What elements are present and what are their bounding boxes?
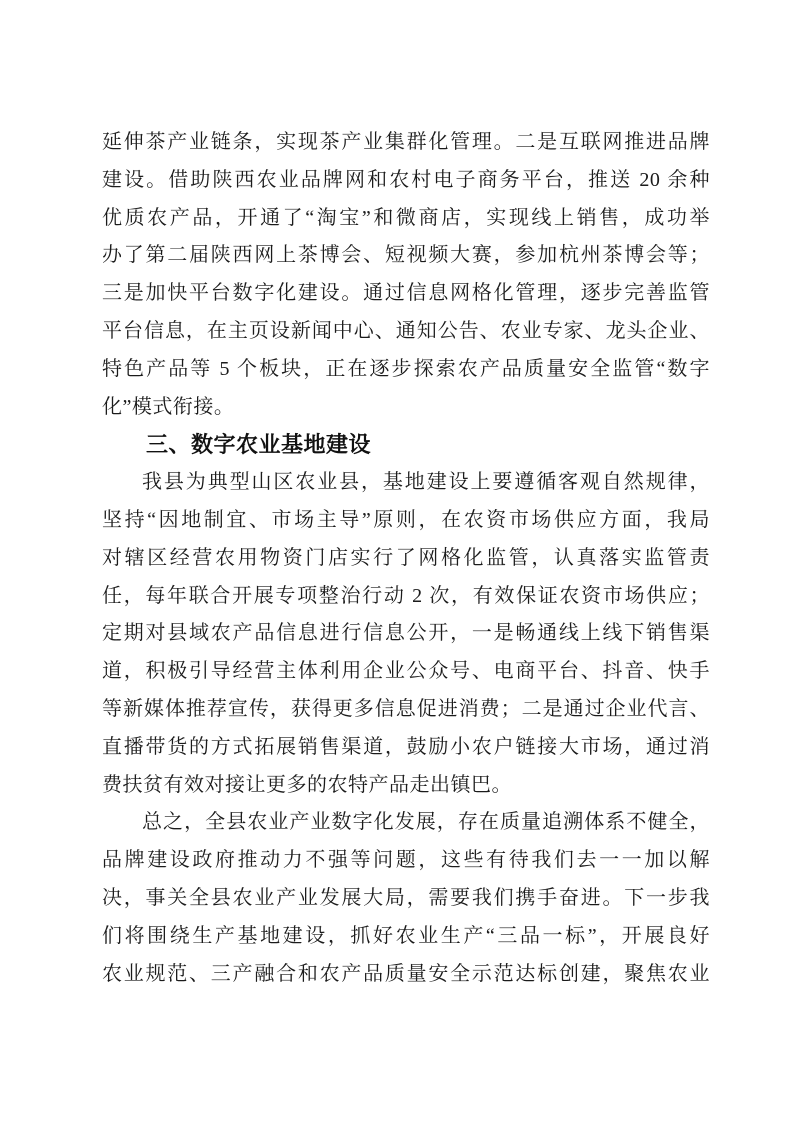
text-line: 们将围绕生产基地建设，抓好农业生产“三品一标”，开展良好 [102,924,710,947]
heading-line: 三、数字农业基地建设 [146,432,372,458]
text-line: 等新媒体推荐宣传，获得更多信息促进消费；二是通过企业代言、 [102,697,710,720]
text-line: 平台信息，在主页设新闻中心、通知公告、农业专家、龙头企业、 [102,319,710,342]
text-line: 建设。借助陕西农业品牌网和农村电子商务平台，推送 20 余种 [102,168,710,191]
text-line: 三是加快平台数字化建设。通过信息网格化管理，逐步完善监管 [102,282,710,305]
text-line: 任，每年联合开展专项整治行动 2 次，有效保证农资市场供应； [102,584,710,607]
text-line: 对辖区经营农用物资门店实行了网格化监管，认真落实监管责 [102,546,710,569]
paragraph [102,124,710,426]
text-line: 费扶贫有效对接让更多的农特产品走出镇巴。 [102,773,512,796]
text-line: 品牌建设政府推动力不强等问题，这些有待我们去一一加以解 [102,849,710,872]
section-heading [102,426,710,464]
text-line: 优质农产品，开通了“淘宝”和微商店，实现线上销售，成功举 [102,206,710,229]
text-line: 农业规范、三产融合和农产品质量安全示范达标创建，聚焦农业 [102,962,710,985]
text-line: 办了第二届陕西网上茶博会、短视频大赛，参加杭州茶博会等； [102,244,710,267]
paragraph [102,804,710,993]
text-line: 总之，全县农业产业数字化发展，存在质量追溯体系不健全， [142,811,710,834]
text-line: 道，积极引导经营主体利用企业公众号、电商平台、抖音、快手 [102,660,710,683]
text-line: 坚持“因地制宜、市场主导”原则，在农资市场供应方面，我局 [102,508,710,531]
text-line: 我县为典型山区农业县，基地建设上要遵循客观自然规律， [142,471,710,494]
document-body [102,124,710,993]
text-line: 定期对县域农产品信息进行信息公开，一是畅通线上线下销售渠 [102,622,710,645]
text-line: 决，事关全县农业产业发展大局，需要我们携手奋进。下一步我 [102,886,710,909]
text-line: 延伸茶产业链条，实现茶产业集群化管理。二是互联网推进品牌 [102,131,710,153]
text-line: 直播带货的方式拓展销售渠道，鼓励小农户链接大市场，通过消 [102,735,710,758]
text-line: 化”模式衔接。 [102,395,235,418]
paragraph [102,464,710,804]
text-line: 特色产品等 5 个板块，正在逐步探索农产品质量安全监管“数字 [102,357,710,380]
